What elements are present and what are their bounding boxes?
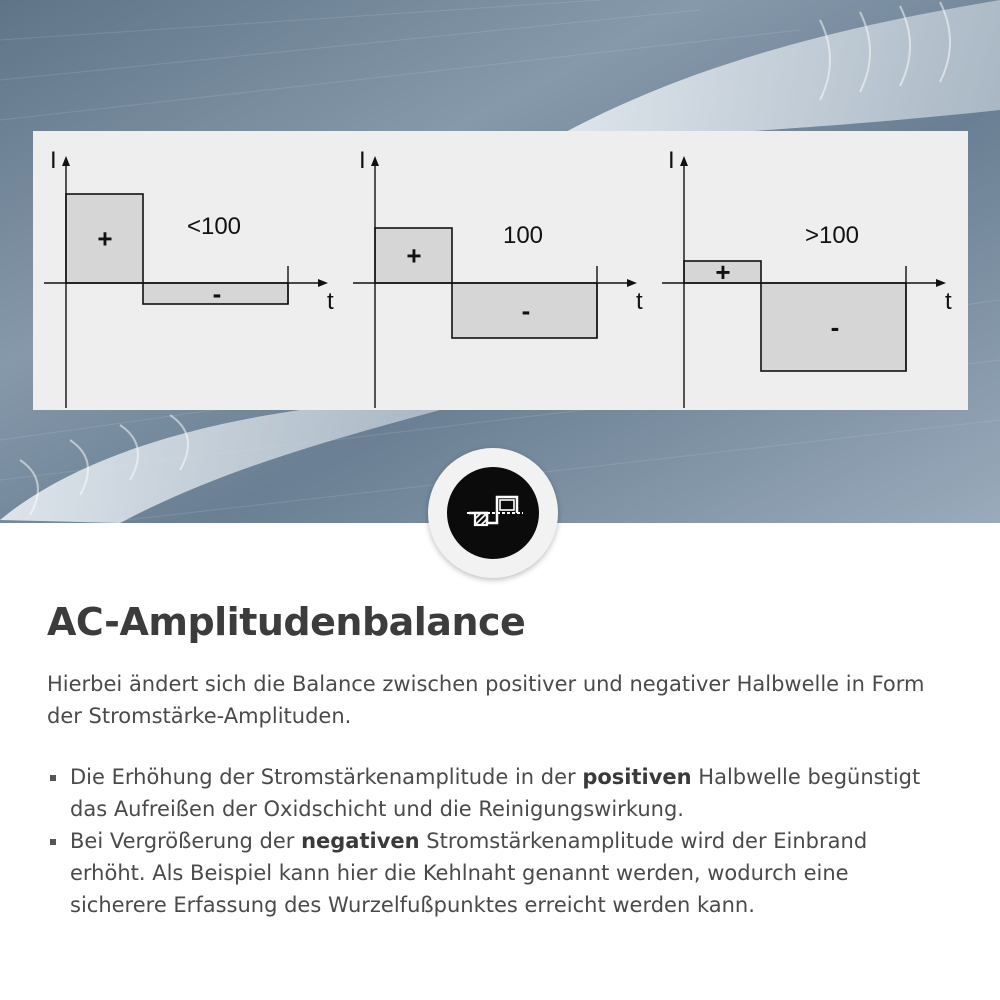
- list-item: [47, 825, 927, 921]
- time-axis-arrow: [627, 279, 637, 287]
- bullet-emphasis: positiven: [582, 765, 692, 789]
- negative-sign: -: [521, 295, 531, 326]
- bullet-text: Bei Vergrößerung der: [70, 829, 302, 853]
- bullet-emphasis: negativen: [301, 829, 420, 853]
- current-axis-label: I: [50, 147, 57, 174]
- chart-less-100: [44, 147, 334, 408]
- chart-equal-100: [353, 147, 643, 408]
- negative-sign: -: [212, 278, 222, 309]
- balance-diagram: [33, 131, 968, 410]
- negative-sign: -: [830, 312, 840, 342]
- page-title: AC-Amplitudenbalance: [47, 600, 526, 644]
- time-axis-arrow: [318, 279, 328, 287]
- positive-sign: +: [97, 223, 113, 254]
- time-axis-label: t: [327, 288, 334, 315]
- positive-sign: +: [715, 257, 731, 287]
- list-item: [47, 761, 927, 825]
- time-axis-label: t: [636, 288, 643, 315]
- current-axis-arrow: [62, 156, 70, 166]
- current-axis-arrow: [680, 156, 688, 166]
- balance-ratio-label: 100: [502, 222, 544, 249]
- balance-ratio-label: <100: [186, 213, 242, 240]
- chart-greater-100: [662, 147, 952, 408]
- badge-circle: [447, 467, 539, 559]
- time-axis-label: t: [945, 288, 952, 315]
- bullet-text: Die Erhöhung der Stromstärkenamplitude in der: [70, 765, 583, 789]
- balance-diagram-panel: [33, 131, 968, 410]
- positive-sign: +: [406, 240, 422, 271]
- bullet-list: [47, 761, 927, 921]
- bullet-text: Halbwelle begünstigt das Aufreißen der Oxidschicht und die Reinigungswirkung.: [70, 765, 921, 821]
- current-axis-label: I: [668, 147, 675, 174]
- intro-text: Hierbei ändert sich die Balance zwischen positiver und negativer Halbwelle in Form der Stromstärke-Amplituden.: [47, 672, 925, 728]
- ac-balance-waveform-icon: [447, 467, 539, 559]
- time-axis-arrow: [936, 279, 946, 287]
- current-axis-arrow: [371, 156, 379, 166]
- balance-ratio-label: >100: [804, 222, 860, 249]
- bullet-text: Stromstärkenamplitude wird der Einbrand erhöht. Als Beispiel kann hier die Kehlnaht genannt werden, wodurch eine sicherere Erfassung des Wurzelfußpunktes erreicht werden kann.: [70, 829, 868, 917]
- badge: [428, 448, 558, 578]
- current-axis-label: I: [359, 147, 366, 174]
